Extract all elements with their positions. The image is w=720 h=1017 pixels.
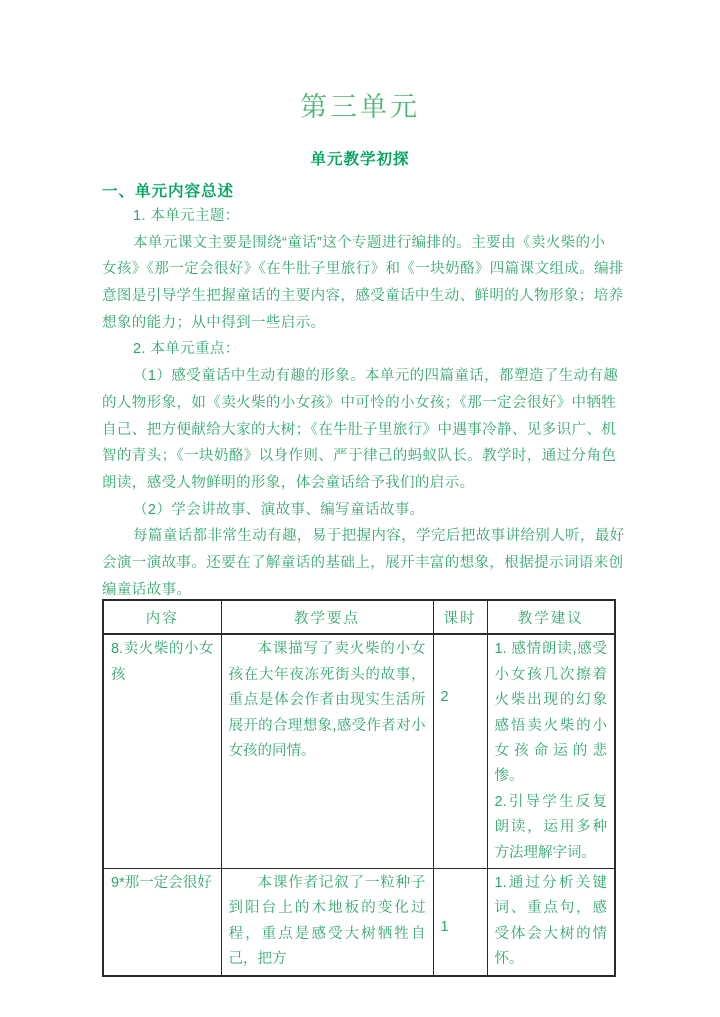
teaching-points-text: 本课作者记叙了一粒种子到阳台上的木地板的变化过程，重点是感受大树牺牲自己，把方 — [228, 874, 426, 968]
suggestion-item: 1. 感情朗读,感受小女孩几次擦着火柴出现的幻象感悟卖火柴的小女孩命运的悲惨。 — [494, 641, 607, 785]
column-header-suggestions: 教学建议 — [487, 600, 615, 634]
column-header-content: 内容 — [103, 600, 221, 634]
text-line: 自己、把方便献给大家的大树；《在牛肚子里旅行》中遇事冷静、见多识广、机 — [102, 421, 617, 438]
text-line: 的人物形象，如《卖火柴的小女孩》中可怜的小女孩；《那一定会很好》中牺牲 — [102, 394, 617, 411]
document-title: 第三单元 — [300, 92, 420, 122]
document-subtitle: 单元教学初探 — [310, 151, 410, 168]
text-line: （1）感受童话中生动有趣的形象。本单元的四篇童话，都塑造了生动有趣 — [133, 368, 619, 385]
cell-suggestions — [487, 634, 615, 868]
table-row — [103, 868, 615, 975]
teaching-points-text: 本课描写了卖火柴的小女孩在大年夜冻死街头的故事，重点是体会作者由现实生活所展开的合理想象,感受作者对小女孩的同情。 — [228, 641, 426, 759]
text-line: 智的青头；《一块奶酪》以身作则、严于律己的蚂蚁队长。教学时，通过分角色 — [102, 448, 617, 465]
text-line: 想象的能力；从中得到一些启示。 — [102, 314, 326, 331]
subsection-label-theme: 1. 本单元主题： — [133, 208, 240, 224]
subsection-label-key-points: 2. 本单元重点： — [133, 341, 240, 358]
text-line: 会演一演故事。还要在了解童话的基础上，展开丰富的想象，根据提示词语来创 — [102, 554, 624, 571]
subsection-label-storytelling: （2）学会讲故事、演故事、编写童话故事。 — [133, 501, 425, 518]
section-heading-unit-overview: 一、单元内容总述 — [102, 183, 235, 200]
cell-class-hours: 2 — [433, 634, 487, 868]
cell-lesson-title: 8.卖火柴的小女孩 — [103, 634, 221, 868]
text-line: 意图是引导学生把握童话的主要内容，感受童话中生动、鲜明的人物形象；培养 — [102, 288, 624, 305]
suggestion-item: 1.通过分析关键词、重点句，感受体会大树的情怀。 — [494, 874, 607, 968]
text-line: 女孩》《那一定会很好》《在牛肚子里旅行》和《一块奶酪》四篇课文组成。编排 — [102, 261, 624, 278]
teaching-plan-table — [102, 599, 616, 976]
text-line: 朗读，感受人物鲜明的形象，体会童话给予我们的启示。 — [102, 474, 475, 491]
suggestion-item: 2.引导学生反复朗读，运用多种方法理解字词。 — [494, 793, 607, 861]
cell-teaching-points — [221, 634, 433, 868]
table-header-row — [103, 600, 615, 634]
cell-teaching-points — [221, 868, 433, 975]
cell-lesson-title: 9*那一定会很好 — [103, 868, 221, 975]
text-line: 每篇童话都非常生动有趣，易于把握内容，学完后把故事讲给别人听，最好 — [133, 528, 625, 545]
cell-suggestions — [487, 868, 615, 975]
table-row — [103, 634, 615, 868]
column-header-class-hours: 课时 — [433, 600, 487, 634]
cell-class-hours: 1 — [433, 868, 487, 975]
text-line: 编童话故事。 — [102, 581, 192, 598]
column-header-teaching-points: 教学要点 — [221, 600, 433, 634]
text-line: 本单元课文主要是围绕“童话”这个专题进行编排的。主要由《卖火柴的小 — [133, 234, 606, 251]
